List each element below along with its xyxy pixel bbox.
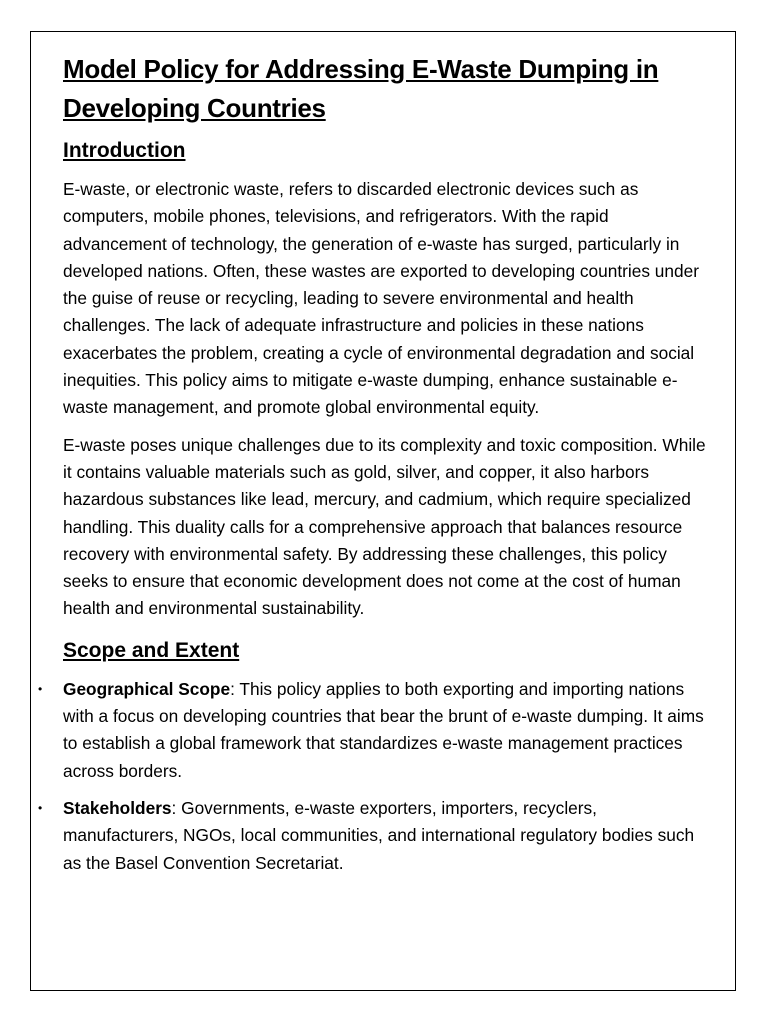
scope-item-geographical — [38, 676, 715, 785]
document-title: Model Policy for Addressing E-Waste Dumping in Developing Countries — [63, 54, 659, 123]
scope-item-term: Stakeholders — [63, 797, 172, 818]
introduction-paragraph-1: E-waste, or electronic waste, refers to discarded electronic devices such as computers, mobile phones, televisions, and refrigerators. With the rapid advancement of technology, the generation of e-waste has surged, particularly in developed nations. Often, these wastes are exported to developing countries under the guise of reuse or recycling, leading to severe environmental and health challenges. The lack of adequate infrastructure and policies in these nations exacerbates the problem, creating a cycle of environmental degradation and social inequities. This policy aims to mitigate e-waste dumping, enhance sustainable e-waste management, and promote global environmental equity. — [63, 179, 699, 418]
document-page — [30, 31, 736, 991]
introduction-heading: Introduction — [63, 139, 186, 162]
scope-list — [38, 676, 715, 877]
scope-heading: Scope and Extent — [63, 638, 240, 662]
introduction-paragraph-2: E-waste poses unique challenges due to its complexity and toxic composition. While it contains valuable materials such as gold, silver, and copper, it also harbors hazardous substances like lead, mercury, and cadmium, which require specialized handling. This duality calls for a comprehensive approach that balances resource recovery with environmental safety. By addressing these challenges, this policy seeks to ensure that economic development does not come at the cost of human health and environmental sustainability. — [63, 434, 706, 619]
bullet-icon: • — [38, 800, 43, 815]
scope-item-text: : This policy applies to both exporting and importing nations with a focus on developing countries that bear the brunt of e-waste dumping. It aims to establish a global framework that standardizes e-waste management practices across borders. — [63, 678, 704, 781]
bullet-icon: • — [38, 681, 43, 696]
document-content — [38, 50, 715, 877]
scope-item-term: Geographical Scope — [63, 678, 231, 699]
scope-item-stakeholders — [38, 795, 715, 877]
scope-item-text: : Governments, e-waste exporters, importers, recyclers, manufacturers, NGOs, local communities, and international regulatory bodies such as the Basel Convention Secretariat. — [63, 797, 695, 873]
